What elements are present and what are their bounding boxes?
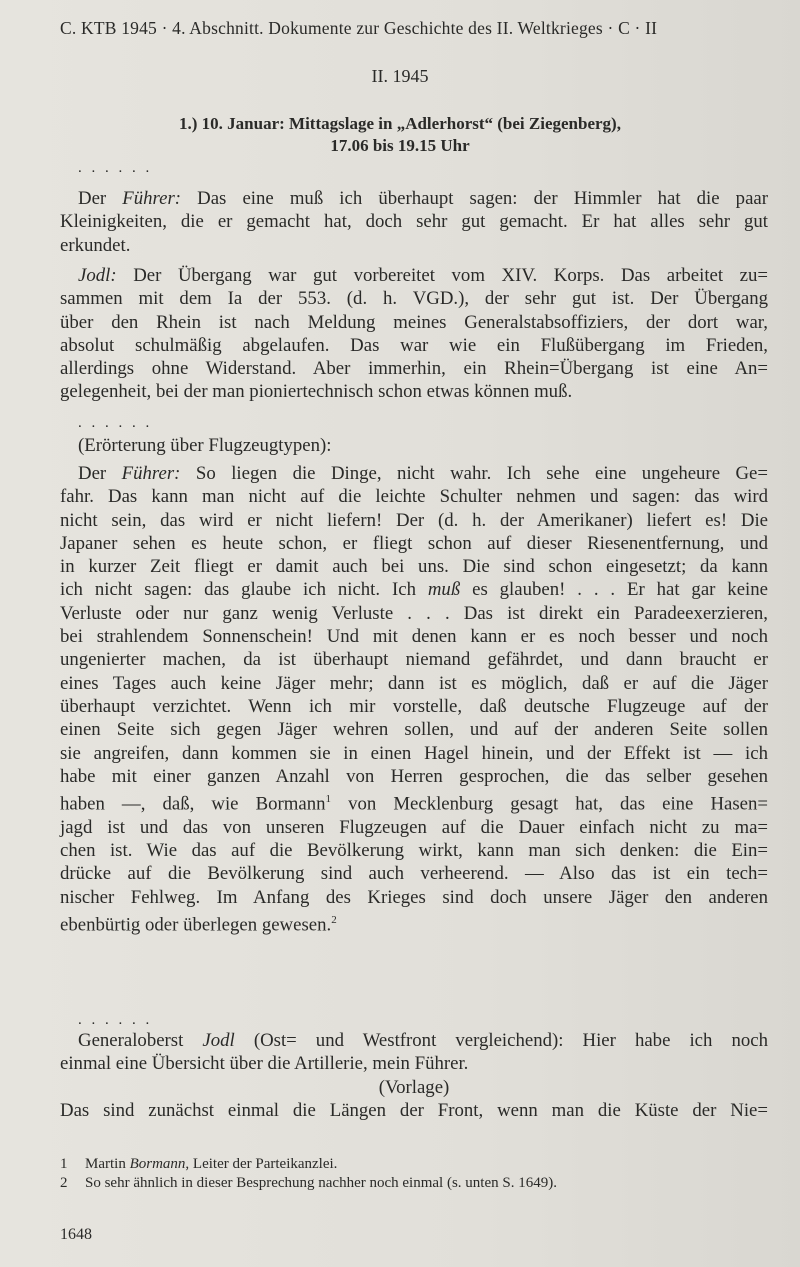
text-line: eines Tages auch keine Jäger mehr; dann ist es möglich, daß er auf die Jäger [60, 672, 768, 694]
paragraph-4 [60, 462, 768, 936]
footnote-ref: 2 [331, 913, 337, 926]
footnotes [60, 1155, 760, 1193]
entry-heading [0, 113, 800, 157]
text-line: in kurzer Zeit fliegt er damit auch bei uns. Die sind schon eingesetzt; da kann [60, 556, 768, 578]
emphasis: muß [427, 579, 461, 601]
text-line: habe mit einer ganzen Anzahl von Herren gesprochen, die das selber gesehen [60, 765, 768, 787]
text-line: (Erörterung über Flugzeugtypen): [78, 435, 332, 456]
omission-dots: . . . . . . [78, 1012, 153, 1028]
footnote-ref: 1 [325, 793, 331, 806]
omission-dots: . . . . . . [78, 415, 153, 431]
page-number: 1648 [60, 1226, 92, 1243]
text-line: jagd ist und das von unseren Flugzeugen auf die Dauer einfach nicht zu ma= [60, 816, 768, 838]
entry-heading-line1: 1.) 10. Januar: Mittagslage in „Adlerhorst“ (bei Ziegenberg), [179, 114, 621, 133]
footnote-number: 2 [60, 1175, 68, 1191]
speaker-name: Führer: [121, 463, 181, 484]
text-line: Der Führer: Das eine muß ich überhaupt sagen: der Himmler hat die paar [78, 188, 768, 209]
text-line: Generaloberst Jodl (Ost= und Westfront vergleichend): Hier habe ich noch [78, 1030, 768, 1051]
section-title: II. 1945 [371, 66, 429, 86]
text-line: haben —, daß, wie Bormann$^1$ von Mecklenburg gesagt hat, das eine Hasen= [60, 793, 768, 815]
text-line: ungenierter machen, da ist überhaupt niemand gefährdet, und dann braucht er [60, 649, 768, 671]
text-line: einmal eine Übersicht über die Artillerie, mein Führer. [60, 1053, 469, 1075]
text-line: Kleinigkeiten, die er gemacht hat, doch sehr gut gemacht. Er hat alles sehr gut [60, 211, 768, 233]
text-line: nischer Fehlweg. Im Anfang des Krieges sind doch unsere Jäger den anderen [60, 886, 768, 908]
footnote: 2 So sehr ähnlich in dieser Besprechung nachher noch einmal (s. unten S. 1649). [60, 1175, 557, 1191]
text-line: bei strahlendem Sonnenschein! Und mit denen kann er es noch besser und noch [60, 626, 768, 648]
text-line: Japaner sehen es heute schon, er fliegt schon auf dieser Riesenentfernung, und [60, 532, 768, 554]
text-line: gelegenheit, bei der man pioniertechnisch schon etwas können muß. [60, 381, 573, 403]
omission-dots: . . . . . . [78, 160, 153, 176]
running-head: C. KTB 1945 · 4. Abschnitt. Dokumente zur Geschichte des II. Weltkrieges · C · II [60, 18, 658, 38]
text-line: ebenbürtig oder überlegen gewesen.$^2$ [60, 913, 337, 936]
text-line: fahr. Das kann man nicht auf die leichte Schulter nehmen und sagen: das wird [60, 486, 768, 508]
paragraph-5 [60, 1029, 768, 1122]
speaker-name: Jodl: [78, 265, 117, 286]
text-line: absolut schulmäßig abgelaufen. Das war wie ein Flußübergang im Frieden, [60, 334, 768, 356]
paragraph-3 [60, 434, 768, 457]
footnote-number: 1 [60, 1156, 68, 1172]
text-line: chen ist. Wie das auf die Bevölkerung wirkt, kann man sich denken: die Ein= [60, 840, 768, 862]
text-line: Verluste oder nur ganz wenig Verluste . . . Das ist direkt ein Paradeexerzieren, [60, 602, 768, 624]
text-line: allerdings ohne Widerstand. Aber immerhin, ein Rhein=Übergang ist eine An= [60, 358, 768, 380]
entry-heading-line2: 17.06 bis 19.15 Uhr [330, 136, 470, 155]
paragraph-2 [60, 264, 768, 404]
text-line: Das sind zunächst einmal die Längen der Front, wenn man die Küste der Nie= [60, 1099, 768, 1121]
speaker-name: Führer: [122, 188, 182, 209]
text-line: überhaupt verzichtet. Wenn ich mir vorstelle, daß deutsche Flugzeuge auf der [60, 695, 768, 717]
text-line: einen Seite sich gegen Jäger wehren sollen, und auf der anderen Seite sollen [60, 719, 768, 741]
text-line: nicht sein, das wird er nicht liefern! Der (d. h. der Amerikaner) liefert es! Die [60, 509, 768, 531]
text-line: über den Rhein ist nach Meldung meines Generalstabsoffiziers, der dort war, [60, 311, 768, 333]
text-line: sammen mit dem Ia der 553. (d. h. VGD.), der sehr gut ist. Der Übergang [60, 288, 768, 310]
text-line: Jodl: Der Übergang war gut vorbereitet vom XIV. Korps. Das arbeitet zu= [78, 265, 769, 286]
vorlage-note: (Vorlage) [378, 1076, 450, 1098]
text-line: drücke auf die Bevölkerung sind auch verheerend. — Also das ist ein tech= [60, 863, 768, 885]
speaker-name: Jodl [202, 1030, 235, 1051]
paragraph-1 [60, 187, 768, 257]
text-line: sie angreifen, dann kommen sie in einen Hagel hinein, und der Effekt ist — ich [60, 742, 768, 764]
text-line: Der Führer: So liegen die Dinge, nicht wahr. Ich sehe eine ungeheure Ge= [78, 463, 768, 484]
text-line: ich nicht sagen: das glaube ich nicht. Ich muß es glauben! . . . Er hat gar keine [60, 579, 768, 601]
text-line: erkundet. [60, 234, 131, 256]
footnote: 1 Martin Bormann, Leiter der Parteikanzlei. [60, 1156, 338, 1172]
